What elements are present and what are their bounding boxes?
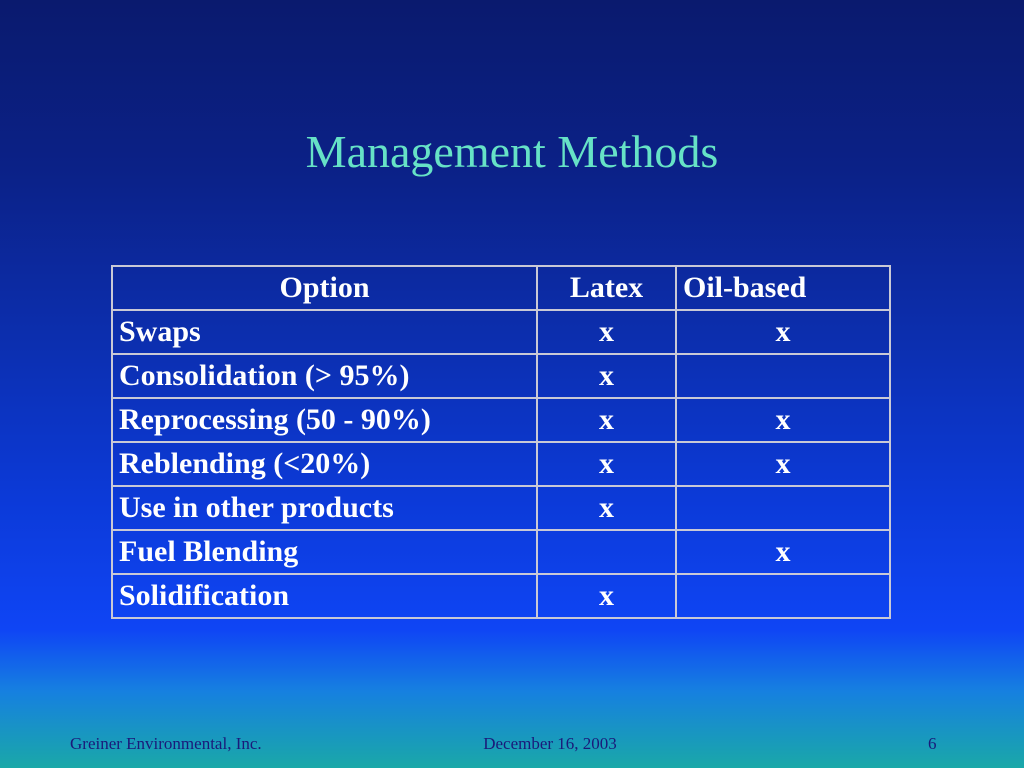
latex-cell: x <box>537 310 676 354</box>
oil-based-cell <box>676 486 890 530</box>
header-latex: Latex <box>537 266 676 310</box>
table-row <box>112 398 890 442</box>
option-cell: Consolidation (> 95%) <box>112 354 537 398</box>
oil-based-cell: x <box>676 530 890 574</box>
table-row <box>112 310 890 354</box>
option-cell: Reblending (<20%) <box>112 442 537 486</box>
option-cell: Solidification <box>112 574 537 618</box>
table-row <box>112 442 890 486</box>
option-cell: Fuel Blending <box>112 530 537 574</box>
option-cell: Use in other products <box>112 486 537 530</box>
table-row <box>112 354 890 398</box>
oil-based-cell <box>676 574 890 618</box>
table-row <box>112 574 890 618</box>
oil-based-cell: x <box>676 398 890 442</box>
methods-table-container <box>111 265 891 619</box>
latex-cell: x <box>537 486 676 530</box>
table-row <box>112 486 890 530</box>
oil-based-cell: x <box>676 442 890 486</box>
option-cell: Reprocessing (50 - 90%) <box>112 398 537 442</box>
option-cell: Swaps <box>112 310 537 354</box>
latex-cell: x <box>537 442 676 486</box>
table-header-row <box>112 266 890 310</box>
latex-cell: x <box>537 354 676 398</box>
oil-based-cell: x <box>676 310 890 354</box>
header-oil-based: Oil-based <box>676 266 890 310</box>
methods-table <box>111 265 891 619</box>
slide-title: Management Methods <box>305 126 719 177</box>
oil-based-cell <box>676 354 890 398</box>
header-option: Option <box>112 266 537 310</box>
footer-page-number: 6 <box>928 734 937 753</box>
footer-company: Greiner Environmental, Inc. <box>70 734 262 753</box>
footer-date: December 16, 2003 <box>483 734 617 753</box>
latex-cell <box>537 530 676 574</box>
latex-cell: x <box>537 398 676 442</box>
latex-cell: x <box>537 574 676 618</box>
table-row <box>112 530 890 574</box>
